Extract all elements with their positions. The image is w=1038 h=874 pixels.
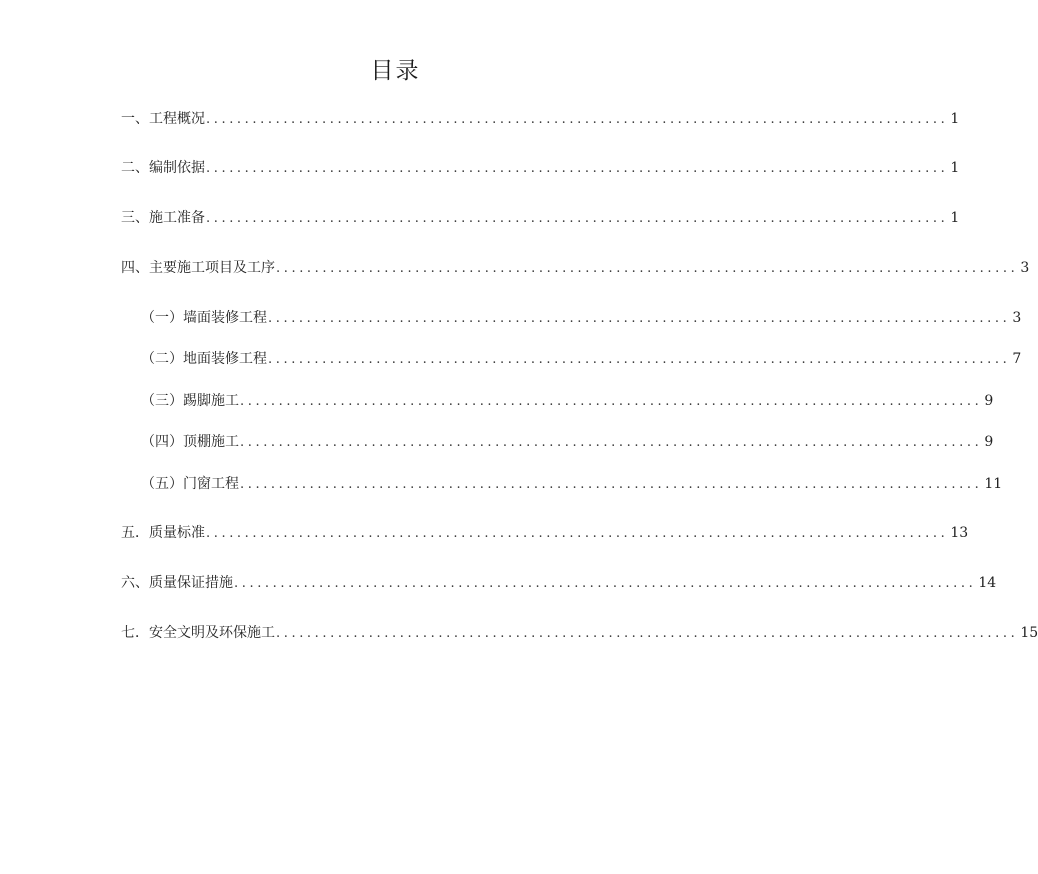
- toc-entry-label: （三）踢脚施工: [141, 393, 239, 409]
- toc-dot-leader: ................................................................................................: [276, 626, 1019, 641]
- toc-entry-label: （一）墙面装修工程: [141, 310, 267, 326]
- toc-entry-label: 五．质量标准: [121, 525, 205, 541]
- toc-entry-page: 9: [984, 434, 994, 450]
- toc-dot-leader: ................................................................................................: [240, 435, 983, 450]
- toc-entry-label: 一、工程概况: [121, 111, 205, 127]
- toc-entry[interactable]: [121, 257, 1030, 279]
- toc-entry-page: 11: [984, 476, 1003, 492]
- toc-entry[interactable]: [141, 473, 1003, 495]
- toc-entry[interactable]: [141, 390, 994, 412]
- toc-dot-leader: ................................................................................................: [234, 576, 977, 591]
- toc-dot-leader: ................................................................................................: [206, 112, 949, 127]
- toc-entry-label: 六、质量保证措施: [121, 575, 233, 591]
- toc-dot-leader: ................................................................................................: [268, 352, 1011, 367]
- toc-entry-page: 3: [1012, 310, 1022, 326]
- toc-entry-page: 1: [950, 111, 960, 127]
- toc-entry[interactable]: [121, 622, 1038, 644]
- toc-entry-label: （四）顶棚施工: [141, 434, 239, 450]
- toc-entry-page: 14: [978, 575, 997, 591]
- toc-entry[interactable]: [121, 108, 960, 130]
- toc-entry[interactable]: [141, 307, 1022, 329]
- toc-dot-leader: ................................................................................................: [268, 311, 1011, 326]
- toc-entry-label: （二）地面装修工程: [141, 351, 267, 367]
- toc-entry[interactable]: [121, 157, 960, 179]
- toc-entry-page: 13: [950, 525, 969, 541]
- toc-entry-label: 四、主要施工项目及工序: [121, 260, 275, 276]
- toc-entry-label: 七．安全文明及环保施工: [121, 625, 275, 641]
- toc-entry-page: 3: [1020, 260, 1030, 276]
- toc-title: 目录: [370, 58, 421, 84]
- toc-dot-leader: ................................................................................................: [240, 394, 983, 409]
- toc-entry-label: 二、编制依据: [121, 160, 205, 176]
- toc-entry[interactable]: [121, 572, 997, 594]
- toc-entry[interactable]: [121, 207, 960, 229]
- toc-dot-leader: ................................................................................................: [276, 261, 1019, 276]
- toc-entry-page: 1: [950, 160, 960, 176]
- toc-dot-leader: ................................................................................................: [206, 211, 949, 226]
- toc-dot-leader: ................................................................................................: [206, 161, 949, 176]
- toc-entry-page: 15: [1020, 625, 1038, 641]
- toc-entry[interactable]: [141, 348, 1022, 370]
- toc-entry[interactable]: [121, 522, 969, 544]
- toc-entry-page: 1: [950, 210, 960, 226]
- toc-entry-label: （五）门窗工程: [141, 476, 239, 492]
- toc-dot-leader: ................................................................................................: [206, 526, 949, 541]
- toc-entry-label: 三、施工准备: [121, 210, 205, 226]
- toc-entry-page: 7: [1012, 351, 1022, 367]
- toc-entry-page: 9: [984, 393, 994, 409]
- toc-dot-leader: ................................................................................................: [240, 477, 983, 492]
- toc-entry[interactable]: [141, 431, 994, 453]
